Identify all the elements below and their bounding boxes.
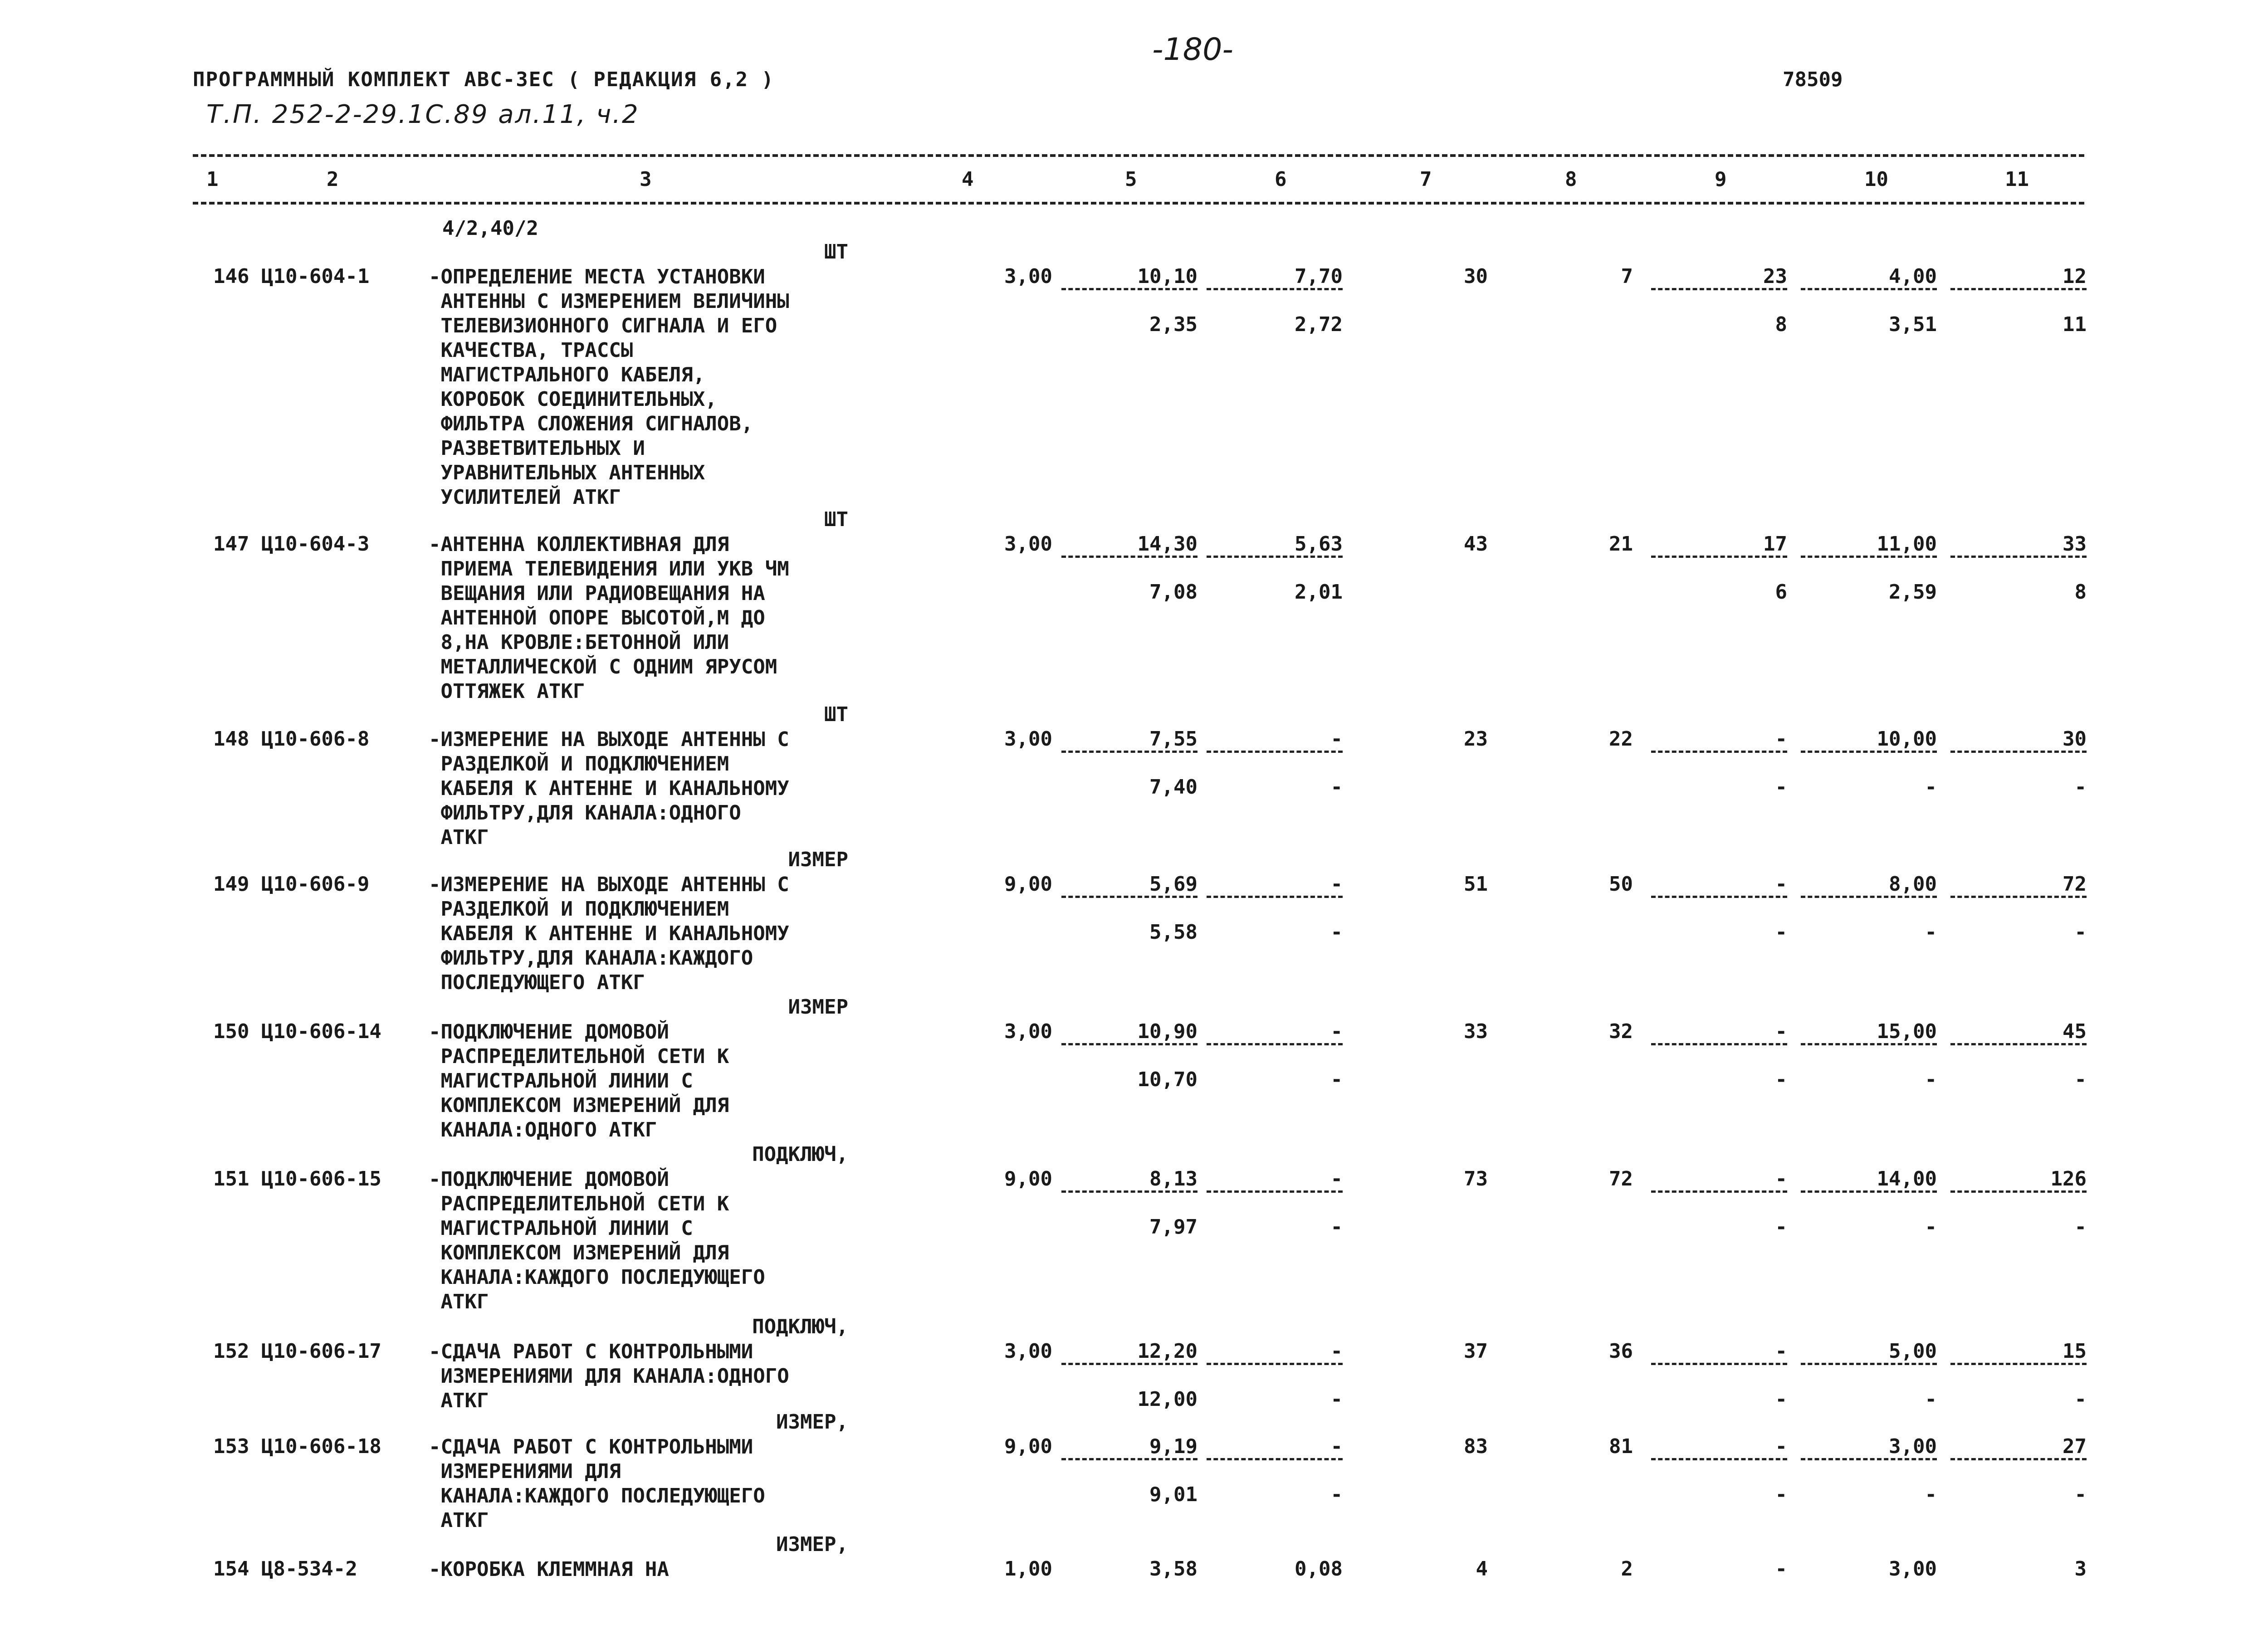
row-id: 149 Ц10-606-9 [213, 873, 370, 896]
cell-col6-sub: - [1330, 1215, 1343, 1239]
cell-col11-sub: 11 [2063, 313, 2087, 336]
cell-col5: 7,55 [1061, 727, 1198, 753]
cell-col8: 22 [1609, 727, 1633, 751]
cell-col6: 5,63 [1207, 532, 1343, 558]
cell-col10: 8,00 [1801, 873, 1937, 898]
cell-col9: - [1651, 873, 1787, 898]
cell-col11-sub: - [2074, 1483, 2087, 1506]
row-description: -ОПРЕДЕЛЕНИЕ МЕСТА УСТАНОВКИ АНТЕННЫ С ИЗМЕРЕНИЕМ ВЕЛИЧИНЫ ТЕЛЕВИЗИОННОГО СИГНАЛА И ЕГО КАЧЕСТВА, ТРАССЫ МАГИСТРАЛЬНОГО КАБЕЛЯ, КОРОБОК СОЕДИНИТЕЛЬНЫХ, ФИЛЬТРА СЛОЖЕНИЯ СИГНАЛОВ, РАЗВЕТВИТЕЛЬНЫХ И УРАВНИТЕЛЬНЫХ АНТЕННЫХ УСИЛИТЕЛЕЙ АТКГ [429, 265, 789, 509]
cell-col7: 73 [1464, 1167, 1488, 1190]
cell-col5: 9,19 [1061, 1435, 1198, 1460]
cell-col5: 8,13 [1061, 1167, 1198, 1193]
cell-col5: 10,90 [1061, 1020, 1198, 1045]
cell-col5: 3,58 [1149, 1557, 1198, 1580]
row-id: 148 Ц10-606-8 [213, 727, 370, 751]
cell-col9-sub: - [1775, 1388, 1787, 1411]
cell-col9: - [1651, 727, 1787, 753]
cell-col5: 5,69 [1061, 873, 1198, 898]
cell-col5-sub: 7,08 [1149, 580, 1198, 604]
cell-col10: 5,00 [1801, 1340, 1937, 1365]
cell-col6-sub: - [1330, 1068, 1343, 1091]
unit-label: ШТ [824, 508, 848, 531]
unit-label: ПОДКЛЮЧ, [752, 1143, 848, 1166]
cell-col10-sub: - [1925, 776, 1937, 799]
cell-col5-sub: 10,70 [1137, 1068, 1198, 1091]
cell-col5-sub: 7,97 [1149, 1215, 1198, 1239]
cell-col11-sub: - [2074, 1068, 2087, 1091]
row-description: -ПОДКЛЮЧЕНИЕ ДОМОВОЙ РАСПРЕДЕЛИТЕЛЬНОЙ СЕТИ К МАГИСТРАЛЬНОЙ ЛИНИИ С КОМПЛЕКСОМ ИЗМЕРЕНИЙ ДЛЯ КАНАЛА:ОДНОГО АТКГ [429, 1020, 729, 1141]
row-description: -СДАЧА РАБОТ С КОНТРОЛЬНЫМИ ИЗМЕРЕНИЯМИ ДЛЯ КАНАЛА:КАЖДОГО ПОСЛЕДУЮЩЕГО АТКГ [429, 1435, 765, 1532]
cell-col5-sub: 12,00 [1137, 1388, 1198, 1411]
cell-col4: 3,00 [1004, 265, 1052, 288]
cell-col11: 72 [1950, 873, 2087, 898]
cell-col9: - [1651, 1435, 1787, 1460]
cell-col9: - [1651, 1167, 1787, 1193]
cell-col10: 4,00 [1801, 265, 1937, 290]
row-id: 147 Ц10-604-3 [213, 532, 370, 556]
cell-col9-sub: 6 [1775, 580, 1787, 604]
cell-col8: 2 [1621, 1557, 1633, 1580]
cell-col6-sub: - [1330, 776, 1343, 799]
cell-col6: 7,70 [1207, 265, 1343, 290]
cell-col6-sub: - [1330, 921, 1343, 944]
row-description: -ИЗМЕРЕНИЕ НА ВЫХОДЕ АНТЕННЫ С РАЗДЕЛКОЙ И ПОДКЛЮЧЕНИЕМ КАБЕЛЯ К АНТЕННЕ И КАНАЛЬНОМУ ФИЛЬТРУ,ДЛЯ КАНАЛА:ОДНОГО АТКГ [429, 728, 789, 849]
cell-col7: 33 [1464, 1020, 1488, 1043]
cell-col10: 11,00 [1801, 532, 1937, 558]
unit-label: ИЗМЕР, [776, 1533, 848, 1556]
column-header-10: 10 [1864, 168, 1888, 191]
cell-col4: 3,00 [1004, 532, 1052, 556]
cell-col10: 3,00 [1889, 1557, 1937, 1580]
cell-col4: 9,00 [1004, 1435, 1052, 1458]
cell-col10-sub: 2,59 [1889, 580, 1937, 604]
cell-col9-sub: - [1775, 1483, 1787, 1506]
row-id: 146 Ц10-604-1 [213, 265, 370, 288]
cell-col10-sub: - [1925, 1215, 1937, 1239]
cell-col7: 37 [1464, 1340, 1488, 1363]
cell-col4: 9,00 [1004, 873, 1052, 896]
row-description: -ИЗМЕРЕНИЕ НА ВЫХОДЕ АНТЕННЫ С РАЗДЕЛКОЙ И ПОДКЛЮЧЕНИЕМ КАБЕЛЯ К АНТЕННЕ И КАНАЛЬНОМУ ФИЛЬТРУ,ДЛЯ КАНАЛА:КАЖДОГО ПОСЛЕДУЮЩЕГО АТКГ [429, 873, 789, 994]
cell-col6: - [1207, 1020, 1343, 1045]
cell-col8: 36 [1609, 1340, 1633, 1363]
unit-label: ИЗМЕР [788, 995, 848, 1019]
cell-col8: 7 [1621, 265, 1633, 288]
cell-col10: 15,00 [1801, 1020, 1937, 1045]
cell-col5: 14,30 [1061, 532, 1198, 558]
cell-col9: - [1651, 1020, 1787, 1045]
cell-col4: 3,00 [1004, 1340, 1052, 1363]
cell-col6: - [1207, 1435, 1343, 1460]
cell-col10: 14,00 [1801, 1167, 1937, 1193]
cell-col5: 10,10 [1061, 265, 1198, 290]
cell-col4: 1,00 [1004, 1557, 1052, 1580]
column-header-9: 9 [1715, 168, 1727, 191]
cell-col9: 23 [1651, 265, 1787, 290]
page-number: -180- [1152, 32, 1233, 68]
cell-col4: 3,00 [1004, 727, 1052, 751]
cell-col6: 0,08 [1295, 1557, 1343, 1580]
cell-col11: 12 [1950, 265, 2087, 290]
cell-col11-sub: - [2074, 1388, 2087, 1411]
row-id: 152 Ц10-606-17 [213, 1340, 381, 1363]
cell-col8: 50 [1609, 873, 1633, 896]
cell-col11-sub: - [2074, 921, 2087, 944]
cell-col9-sub: - [1775, 921, 1787, 944]
column-header-11: 11 [2005, 168, 2029, 191]
cell-col11: 126 [1950, 1167, 2087, 1193]
cell-col11: 33 [1950, 532, 2087, 558]
cell-col8: 21 [1609, 532, 1633, 556]
row-description: -АНТЕННА КОЛЛЕКТИВНАЯ ДЛЯ ПРИЕМА ТЕЛЕВИДЕНИЯ ИЛИ УКВ ЧМ ВЕЩАНИЯ ИЛИ РАДИОВЕЩАНИЯ НА АНТЕННОЙ ОПОРЕ ВЫСОТОЙ,М ДО 8,НА КРОВЛЕ:БЕТОННОЙ ИЛИ МЕТАЛЛИЧЕСКОЙ С ОДНИМ ЯРУСОМ ОТТЯЖЕК АТКГ [429, 533, 789, 703]
column-header-8: 8 [1565, 168, 1577, 191]
row-id: 151 Ц10-606-15 [213, 1167, 381, 1190]
cell-col9-sub: - [1775, 1215, 1787, 1239]
cell-col9: 17 [1651, 532, 1787, 558]
cell-col6-sub: - [1330, 1483, 1343, 1506]
cell-col10-sub: - [1925, 921, 1937, 944]
cell-col6: - [1207, 727, 1343, 753]
cell-col9-sub: - [1775, 776, 1787, 799]
row-id: 153 Ц10-606-18 [213, 1435, 381, 1458]
cell-col7: 43 [1464, 532, 1488, 556]
cell-col6: - [1207, 1340, 1343, 1365]
cell-col6: - [1207, 1167, 1343, 1193]
row-id: 154 Ц8-534-2 [213, 1557, 357, 1580]
row-description: -СДАЧА РАБОТ С КОНТРОЛЬНЫМИ ИЗМЕРЕНИЯМИ ДЛЯ КАНАЛА:ОДНОГО АТКГ [429, 1340, 789, 1412]
row-description: -ПОДКЛЮЧЕНИЕ ДОМОВОЙ РАСПРЕДЕЛИТЕЛЬНОЙ СЕТИ К МАГИСТРАЛЬНОЙ ЛИНИИ С КОМПЛЕКСОМ ИЗМЕРЕНИЙ ДЛЯ КАНАЛА:КАЖДОГО ПОСЛЕДУЮЩЕГО АТКГ [429, 1168, 765, 1313]
column-header-2: 2 [327, 168, 339, 191]
handwritten-reference: Т.П. 252-2-29.1С.89 ал.11, ч.2 [206, 100, 640, 129]
cell-col11-sub: - [2074, 1215, 2087, 1239]
cell-col6-sub: 2,72 [1295, 313, 1343, 336]
cell-col6-sub: 2,01 [1295, 580, 1343, 604]
cell-col4: 3,00 [1004, 1020, 1052, 1043]
column-header-1: 1 [206, 168, 219, 191]
column-header-6: 6 [1275, 168, 1287, 191]
cell-col9: - [1651, 1340, 1787, 1365]
cell-col11: 45 [1950, 1020, 2087, 1045]
unit-label: ШТ [824, 703, 848, 726]
prefix-line: 4/2,40/2 [442, 217, 538, 240]
cell-col7: 30 [1464, 265, 1488, 288]
unit-label: ИЗМЕР, [776, 1410, 848, 1434]
cell-col10-sub: - [1925, 1068, 1937, 1091]
cell-col11-sub: - [2074, 776, 2087, 799]
cell-col7: 51 [1464, 873, 1488, 896]
program-header: ПРОГРАММНЫЙ КОМПЛЕКТ АВС-3ЕС ( РЕДАКЦИЯ 6,2 ) [193, 68, 775, 91]
cell-col5-sub: 9,01 [1149, 1483, 1198, 1506]
cell-col7: 4 [1476, 1557, 1488, 1580]
cell-col11: 30 [1950, 727, 2087, 753]
row-description: -КОРОБКА КЛЕММНАЯ НА [429, 1558, 669, 1581]
cell-col5-sub: 2,35 [1149, 313, 1198, 336]
cell-col10: 3,00 [1801, 1435, 1937, 1460]
cell-col8: 32 [1609, 1020, 1633, 1043]
header-rule-bottom [193, 202, 2084, 205]
unit-label: ПОДКЛЮЧ, [752, 1315, 848, 1338]
cell-col8: 72 [1609, 1167, 1633, 1190]
header-rule-top [193, 154, 2084, 157]
cell-col9: - [1775, 1557, 1787, 1580]
cell-col6-sub: - [1330, 1388, 1343, 1411]
cell-col10-sub: 3,51 [1889, 313, 1937, 336]
unit-label: ИЗМЕР [788, 848, 848, 871]
cell-col4: 9,00 [1004, 1167, 1052, 1190]
cell-col10-sub: - [1925, 1483, 1937, 1506]
column-header-4: 4 [962, 168, 974, 191]
cell-col7: 83 [1464, 1435, 1488, 1458]
cell-col8: 81 [1609, 1435, 1633, 1458]
cell-col9-sub: - [1775, 1068, 1787, 1091]
cell-col5-sub: 5,58 [1149, 921, 1198, 944]
cell-col11: 27 [1950, 1435, 2087, 1460]
cell-col9-sub: 8 [1775, 313, 1787, 336]
cell-col11-sub: 8 [2074, 580, 2087, 604]
column-header-5: 5 [1125, 168, 1137, 191]
cell-col6: - [1207, 873, 1343, 898]
column-header-3: 3 [640, 168, 652, 191]
cell-col11: 15 [1950, 1340, 2087, 1365]
cell-col5-sub: 7,40 [1149, 776, 1198, 799]
cell-col10-sub: - [1925, 1388, 1937, 1411]
row-id: 150 Ц10-606-14 [213, 1020, 381, 1043]
cell-col10: 10,00 [1801, 727, 1937, 753]
column-header-7: 7 [1420, 168, 1432, 191]
document-code: 78509 [1783, 68, 1843, 91]
cell-col5: 12,20 [1061, 1340, 1198, 1365]
unit-label: ШТ [824, 240, 848, 263]
cell-col11: 3 [2074, 1557, 2087, 1580]
cell-col7: 23 [1464, 727, 1488, 751]
